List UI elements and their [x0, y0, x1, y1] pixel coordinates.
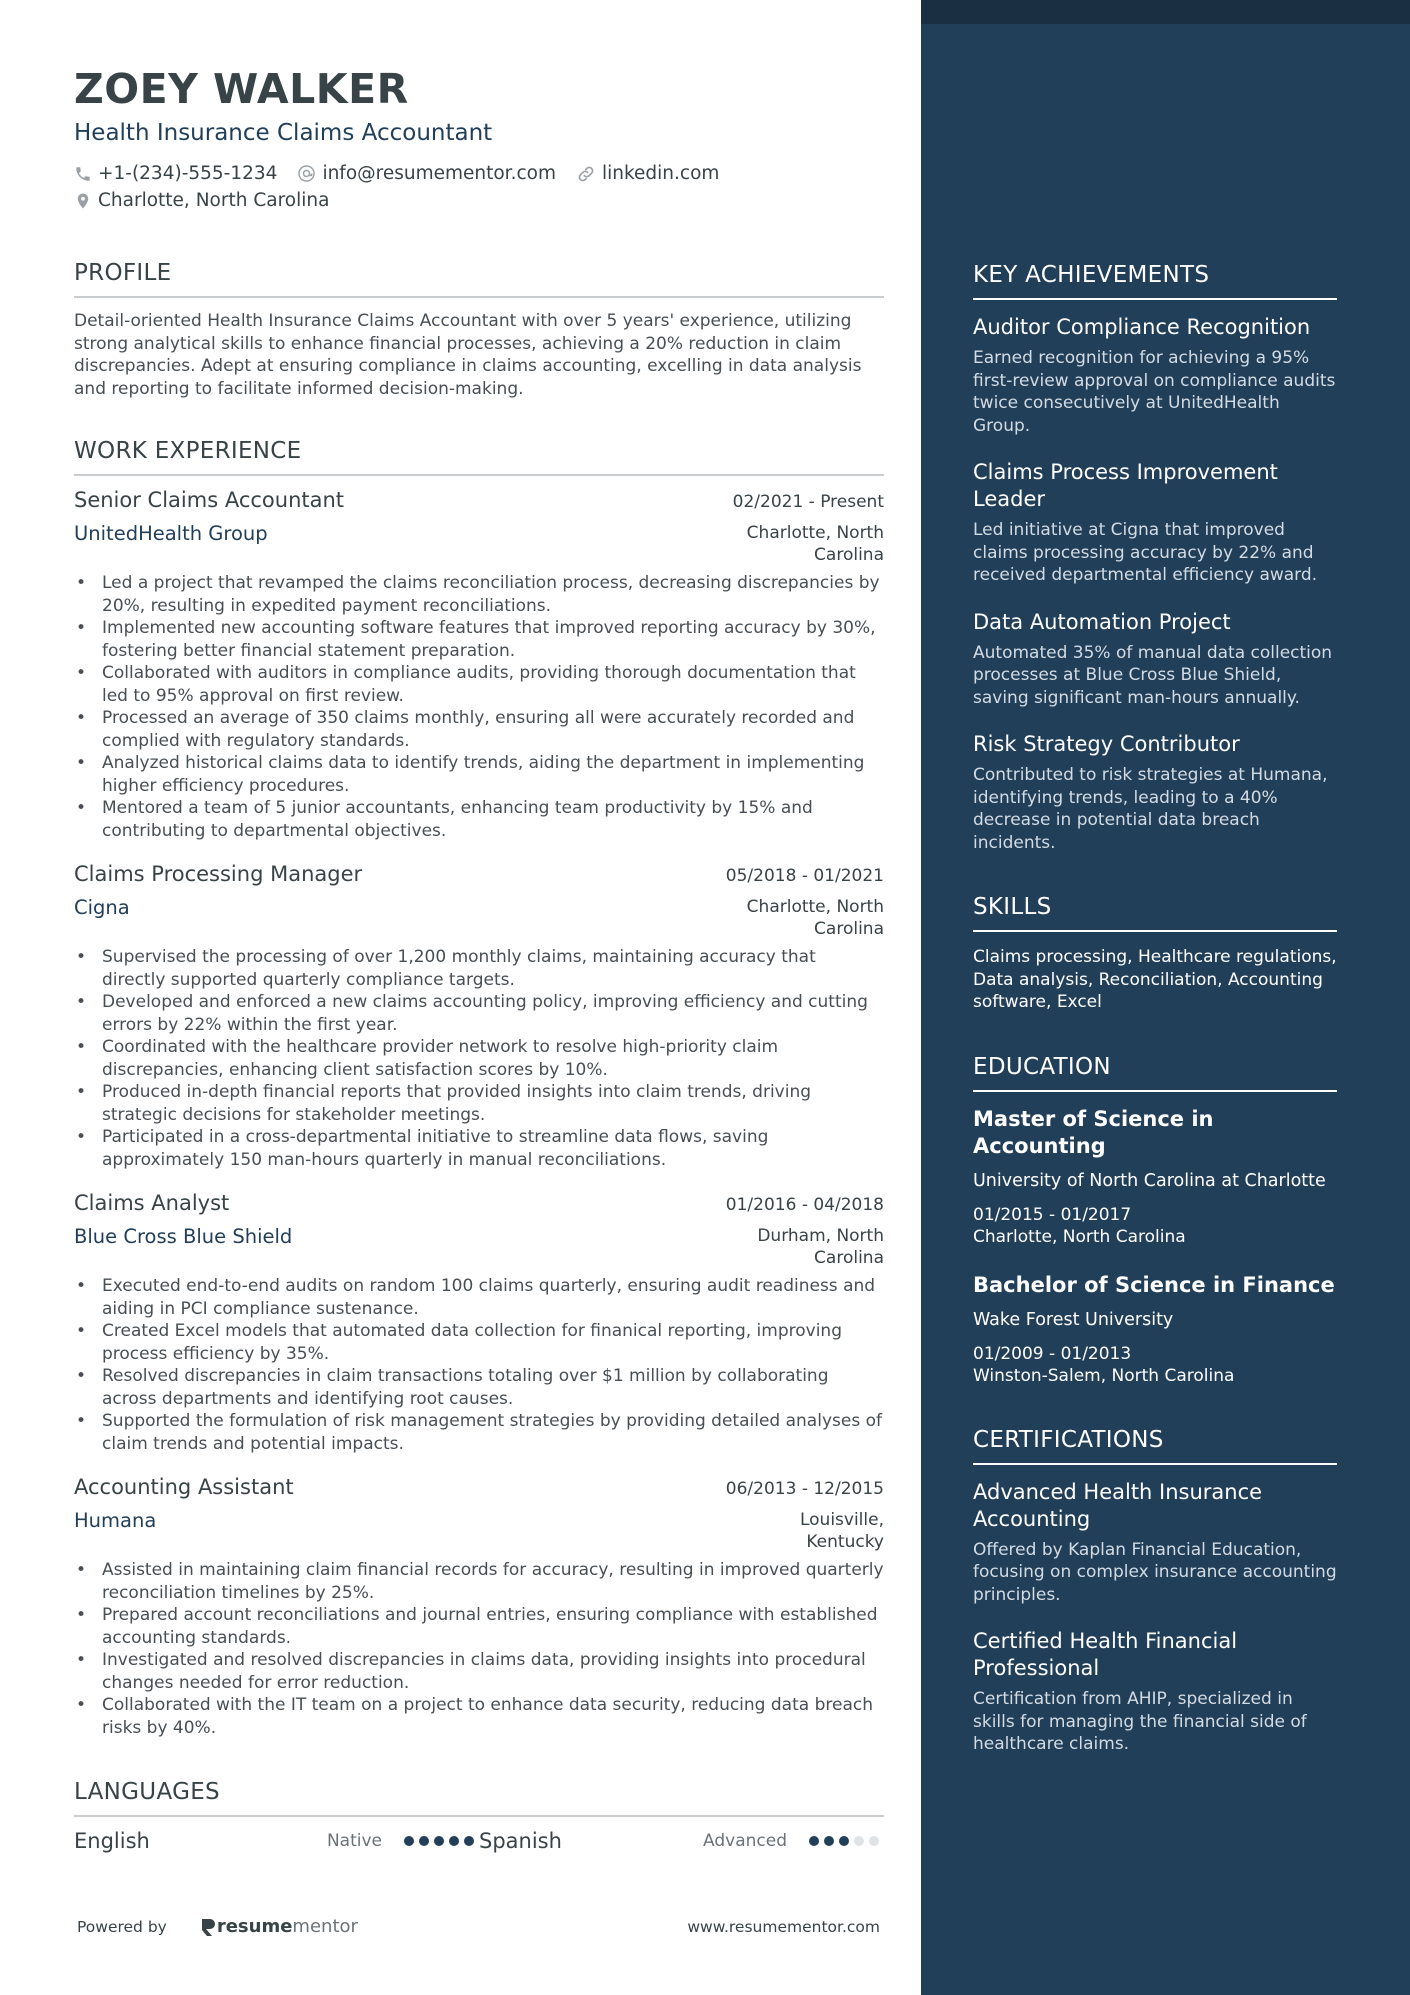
- candidate-role: Health Insurance Claims Accountant: [74, 120, 493, 146]
- job-bullet: • Processed an average of 350 claims monthly, ensuring all were accurately recorded and complied with regulatory standards.: [74, 707, 884, 752]
- education-degree: Master of Science in Accounting: [973, 1106, 1214, 1158]
- main-column: [74, 64, 884, 1853]
- brand-logo[interactable]: [199, 1916, 358, 1937]
- job-location: Louisville, Kentucky: [799, 1510, 884, 1552]
- languages-section: [74, 1779, 884, 1853]
- rating-dot-filled: [809, 1836, 819, 1846]
- job-bullet: • Participated in a cross-departmental initiative to streamline data flows, saving approximately 150 man-hours quarterly in manual reconciliations.: [74, 1126, 884, 1171]
- achievement-description: Earned recognition for achieving a 95% first-review approval on compliance audits twice consecutively at UnitedHealth Group.: [973, 348, 1336, 436]
- language-list: [74, 1829, 884, 1853]
- contact-info: [74, 160, 884, 214]
- rating-dot-filled: [434, 1836, 444, 1846]
- job-bullets: [74, 572, 884, 842]
- profile-section: [74, 260, 884, 400]
- achievement-title: Data Automation Project: [973, 609, 1231, 634]
- job-bullet: • Coordinated with the healthcare provider network to resolve high-priority claim discrepancies, enhancing client satisfaction scores by 10%.: [74, 1036, 884, 1081]
- email-contact[interactable]: [297, 160, 556, 187]
- skills-section: [973, 894, 1337, 1014]
- profile-heading: PROFILE: [74, 260, 884, 298]
- job-location: Charlotte, North Carolina: [746, 523, 884, 565]
- education-location: Winston-Salem, North Carolina: [973, 1365, 1235, 1386]
- rating-dot-filled: [449, 1836, 459, 1846]
- job-location: Charlotte, North Carolina: [746, 897, 884, 939]
- rating-dot-filled: [839, 1836, 849, 1846]
- job-subheader: [74, 1509, 884, 1553]
- sidebar: [921, 0, 1410, 1995]
- job-bullet: • Supervised the processing of over 1,200 monthly claims, maintaining accuracy that directly supported quarterly compliance targets.: [74, 946, 884, 991]
- job-location: Durham, North Carolina: [757, 1226, 884, 1268]
- achievement-item: [973, 459, 1337, 587]
- rating-dot-filled: [464, 1836, 474, 1846]
- rating-dot-empty: [854, 1836, 864, 1846]
- job-header: [74, 1475, 884, 1499]
- job-bullets: [74, 946, 884, 1171]
- phone-icon: [74, 165, 92, 183]
- achievement-title: Auditor Compliance Recognition: [973, 315, 1311, 339]
- education-degree: Bachelor of Science in Finance: [973, 1272, 1335, 1297]
- location-contact: [74, 187, 329, 214]
- job-company: Blue Cross Blue Shield: [74, 1225, 293, 1248]
- job-title: Claims Processing Manager: [74, 862, 363, 886]
- job-bullets: [74, 1559, 884, 1739]
- job-bullet: • Mentored a team of 5 junior accountants, enhancing team productivity by 15% and contributing to departmental objectives.: [74, 797, 884, 842]
- rating-dot-empty: [869, 1836, 879, 1846]
- brand-name-light: mentor: [292, 1916, 358, 1937]
- job-bullet: • Collaborated with auditors in compliance audits, providing thorough documentation that led to 95% approval on first review.: [74, 662, 884, 707]
- language-name: English: [74, 1829, 150, 1853]
- education-item: [973, 1272, 1337, 1387]
- linkedin-contact[interactable]: [576, 160, 719, 187]
- job-header: [74, 1191, 884, 1215]
- job-subheader: [74, 522, 884, 566]
- achievement-description: Led initiative at Cigna that improved claims processing accuracy by 22% and received departmental efficiency award.: [973, 520, 1318, 585]
- achievement-title: Claims Process Improvement Leader: [973, 460, 1278, 511]
- job-company: UnitedHealth Group: [74, 522, 268, 545]
- job-company: Cigna: [74, 896, 130, 919]
- job-bullet: • Collaborated with the IT team on a project to enhance data security, reducing data breach risks by 40%.: [74, 1694, 884, 1739]
- job-bullet: • Resolved discrepancies in claim transactions totaling over $1 million by collaborating across departments and identifying root causes.: [74, 1365, 884, 1410]
- achievement-description: Contributed to risk strategies at Humana, identifying trends, leading to a 40% decrease in potential data breach incidents.: [973, 765, 1328, 853]
- language-level: Advanced: [703, 1831, 787, 1851]
- job-list: [74, 488, 884, 1739]
- job-bullet: • Prepared account reconciliations and journal entries, ensuring compliance with established accounting standards.: [74, 1604, 884, 1649]
- certifications-section: [973, 1427, 1337, 1756]
- job-entry: [74, 1191, 884, 1455]
- job-bullet: • Developed and enforced a new claims accounting policy, improving efficiency and cutting errors by 22% within the first year.: [74, 991, 884, 1036]
- achievement-description: Automated 35% of manual data collection processes at Blue Cross Blue Shield, saving significant man-hours annually.: [973, 642, 1333, 708]
- job-title: Accounting Assistant: [74, 1475, 294, 1499]
- job-bullet: • Executed end-to-end audits on random 100 claims quarterly, ensuring audit readiness and aiding in PCI compliance sustenance.: [74, 1275, 884, 1320]
- rating-dot-filled: [419, 1836, 429, 1846]
- location-text: Charlotte, North Carolina: [98, 190, 330, 211]
- job-entry: [74, 488, 884, 842]
- certification-list: [973, 1479, 1337, 1756]
- achievement-item: [973, 314, 1337, 437]
- link-icon: [576, 164, 596, 184]
- education-school: University of North Carolina at Charlotte: [973, 1170, 1326, 1191]
- rating-dot-filled: [824, 1836, 834, 1846]
- sidebar-top-bar: [921, 0, 1410, 24]
- job-header: [74, 488, 884, 512]
- education-list: [973, 1106, 1337, 1387]
- job-title: Senior Claims Accountant: [74, 488, 345, 512]
- brand-name-bold: resume: [216, 1916, 293, 1937]
- job-dates: 01/2016 - 04/2018: [725, 1195, 884, 1215]
- job-subheader: [74, 896, 884, 940]
- languages-heading: LANGUAGES: [74, 1779, 884, 1817]
- email-text: info@resumementor.com: [322, 163, 556, 184]
- job-bullets: [74, 1275, 884, 1455]
- job-bullet: • Assisted in maintaining claim financial records for accuracy, resulting in improved quarterly reconciliation timelines by 25%.: [74, 1559, 884, 1604]
- job-header: [74, 862, 884, 886]
- education-dates: 01/2009 - 01/2013: [973, 1343, 1132, 1364]
- education-school: Wake Forest University: [973, 1309, 1174, 1330]
- achievements-section: [973, 262, 1337, 854]
- education-heading: EDUCATION: [973, 1054, 1337, 1092]
- at-icon: [297, 164, 316, 183]
- language-item: [74, 1829, 479, 1853]
- certification-description: Certification from AHIP, specialized in skills for managing the financial side of healthcare claims.: [973, 1689, 1307, 1754]
- job-bullet: • Analyzed historical claims data to identify trends, aiding the department in implementing higher efficiency procedures.: [74, 752, 884, 797]
- achievement-title: Risk Strategy Contributor: [973, 732, 1240, 756]
- language-rating: [809, 1836, 884, 1846]
- job-bullet: • Created Excel models that automated data collection for finanical reporting, improving process efficiency by 35%.: [74, 1320, 884, 1365]
- skills-heading: SKILLS: [973, 894, 1337, 932]
- language-rating: [404, 1836, 479, 1846]
- rating-dot-filled: [404, 1836, 414, 1846]
- website-link[interactable]: www.resumementor.com: [687, 1917, 880, 1936]
- certification-item: [973, 1479, 1337, 1607]
- certification-description: Offered by Kaplan Financial Education, focusing on complex insurance accounting principles.: [973, 1539, 1337, 1605]
- powered-by: [77, 1916, 358, 1937]
- job-bullet: • Implemented new accounting software features that improved reporting accuracy by 30%, fostering better financial statement preparation.: [74, 617, 884, 662]
- education-item: [973, 1106, 1337, 1248]
- achievements-heading: KEY ACHIEVEMENTS: [973, 262, 1337, 300]
- job-dates: 02/2021 - Present: [732, 492, 884, 512]
- profile-text: Detail-oriented Health Insurance Claims Accountant with over 5 years' experience, utilizing strong analytical skills to enhance financial processes, achieving a 20% reduction in claim discrepancies. Adept at ensuring compliance in claims accounting, excelling in data analysis and reporting to facilitate informed decision-making.: [74, 311, 862, 399]
- job-company: Humana: [74, 1509, 157, 1532]
- achievement-item: [973, 731, 1337, 854]
- experience-section: [74, 438, 884, 1739]
- location-pin-icon: [74, 191, 92, 211]
- education-section: [973, 1054, 1337, 1387]
- job-entry: [74, 862, 884, 1171]
- certification-item: [973, 1628, 1337, 1756]
- job-bullet: • Investigated and resolved discrepancies in claims data, providing insights into procedural changes needed for error reduction.: [74, 1649, 884, 1694]
- linkedin-text: linkedin.com: [601, 163, 720, 184]
- job-bullet: • Led a project that revamped the claims reconciliation process, decreasing discrepancies by 20%, resulting in expedited payment reconciliations.: [74, 572, 884, 617]
- job-entry: [74, 1475, 884, 1739]
- job-dates: 05/2018 - 01/2021: [725, 866, 884, 886]
- candidate-name: ZOEY WALKER: [74, 65, 409, 113]
- achievement-list: [973, 314, 1337, 854]
- job-title: Claims Analyst: [74, 1191, 230, 1215]
- education-dates: 01/2015 - 01/2017: [973, 1204, 1132, 1225]
- job-bullet: • Produced in-depth financial reports that provided insights into claim trends, driving strategic decisions for stakeholder meetings.: [74, 1081, 884, 1126]
- certifications-heading: CERTIFICATIONS: [973, 1427, 1337, 1465]
- job-subheader: [74, 1225, 884, 1269]
- certification-title: Certified Health Financial Professional: [973, 1629, 1238, 1680]
- job-bullet: • Supported the formulation of risk management strategies by providing detailed analyses of claim trends and potential impacts.: [74, 1410, 884, 1455]
- language-item: [479, 1829, 884, 1853]
- education-location: Charlotte, North Carolina: [973, 1226, 1186, 1247]
- skills-text: Claims processing, Healthcare regulations, Data analysis, Reconciliation, Accounting software, Excel: [973, 947, 1337, 1012]
- phone-contact[interactable]: [74, 160, 277, 187]
- achievement-item: [973, 609, 1337, 710]
- footer: [77, 1916, 880, 1937]
- language-level: Native: [326, 1831, 382, 1851]
- powered-by-label: Powered by: [77, 1917, 167, 1936]
- language-name: Spanish: [479, 1829, 562, 1853]
- phone-text: +1-(234)-555-1234: [98, 163, 278, 184]
- certification-title: Advanced Health Insurance Accounting: [973, 1479, 1263, 1531]
- experience-heading: WORK EXPERIENCE: [74, 438, 884, 476]
- job-dates: 06/2013 - 12/2015: [725, 1479, 884, 1499]
- resumementor-logo-icon: [199, 1917, 217, 1937]
